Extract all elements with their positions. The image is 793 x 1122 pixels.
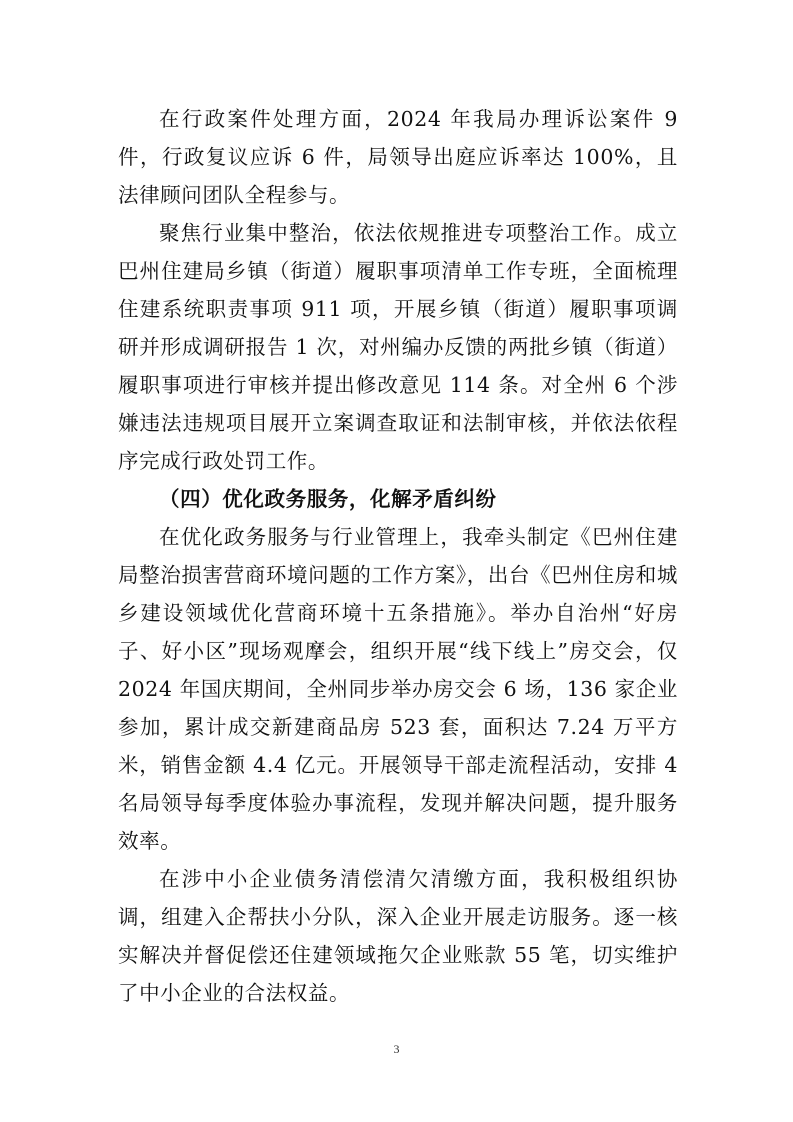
paragraph-special-rectification: 聚焦行业集中整治，依法依规推进专项整治工作。成立巴州住建局乡镇（街道）履职事项清单工作专班，全面梳理住建系统职责事项 911 项，开展乡镇（街道）履职事项调研并形成调研报告 1 次，对州编办反馈的两批乡镇（街道）履职事项进行审核并提出修改意见 114 条。对全州 6 个涉嫌违法违规项目展开立案调查取证和法制审核，并依法依程序完成行政处罚工作。 (118, 221, 678, 473)
page-number: 3 (393, 1042, 400, 1056)
paragraph-sme-debt-clearance: 在涉中小企业债务清偿清欠清缴方面，我积极组织协调，组建入企帮扶小分队，深入企业开展走访服务。逐一核实解决并督促偿还住建领域拖欠企业账款 55 笔，切实维护了中小企业的合法权益。 (118, 867, 678, 1005)
paragraph-administrative-cases: 在行政案件处理方面，2024 年我局办理诉讼案件 9 件，行政复议应诉 6 件，局领导出庭应诉率达 100%，且法律顾问团队全程参与。 (118, 107, 678, 207)
document-body (118, 100, 678, 1012)
paragraph-government-services: 在优化政务服务与行业管理上，我牵头制定《巴州住建局整治损害营商环境问题的工作方案》，出台《巴州住房和城乡建设领域优化营商环境十五条措施》。举办自治州“好房子、好小区”现场观摩会，组织开展“线下线上”房交会，仅 2024 年国庆期间，全州同步举办房交会 6 场，136 家企业参加，累计成交新建商品房 523 套，面积达 7.24 万平方米，销售金额 4.4 亿元。开展领导干部走流程活动，安排 4 名局领导每季度体验办事流程，发现并解决问题，提升服务效率。 (118, 525, 678, 853)
section-heading: （四）优化政务服务，化解矛盾纠纷 (159, 487, 497, 511)
